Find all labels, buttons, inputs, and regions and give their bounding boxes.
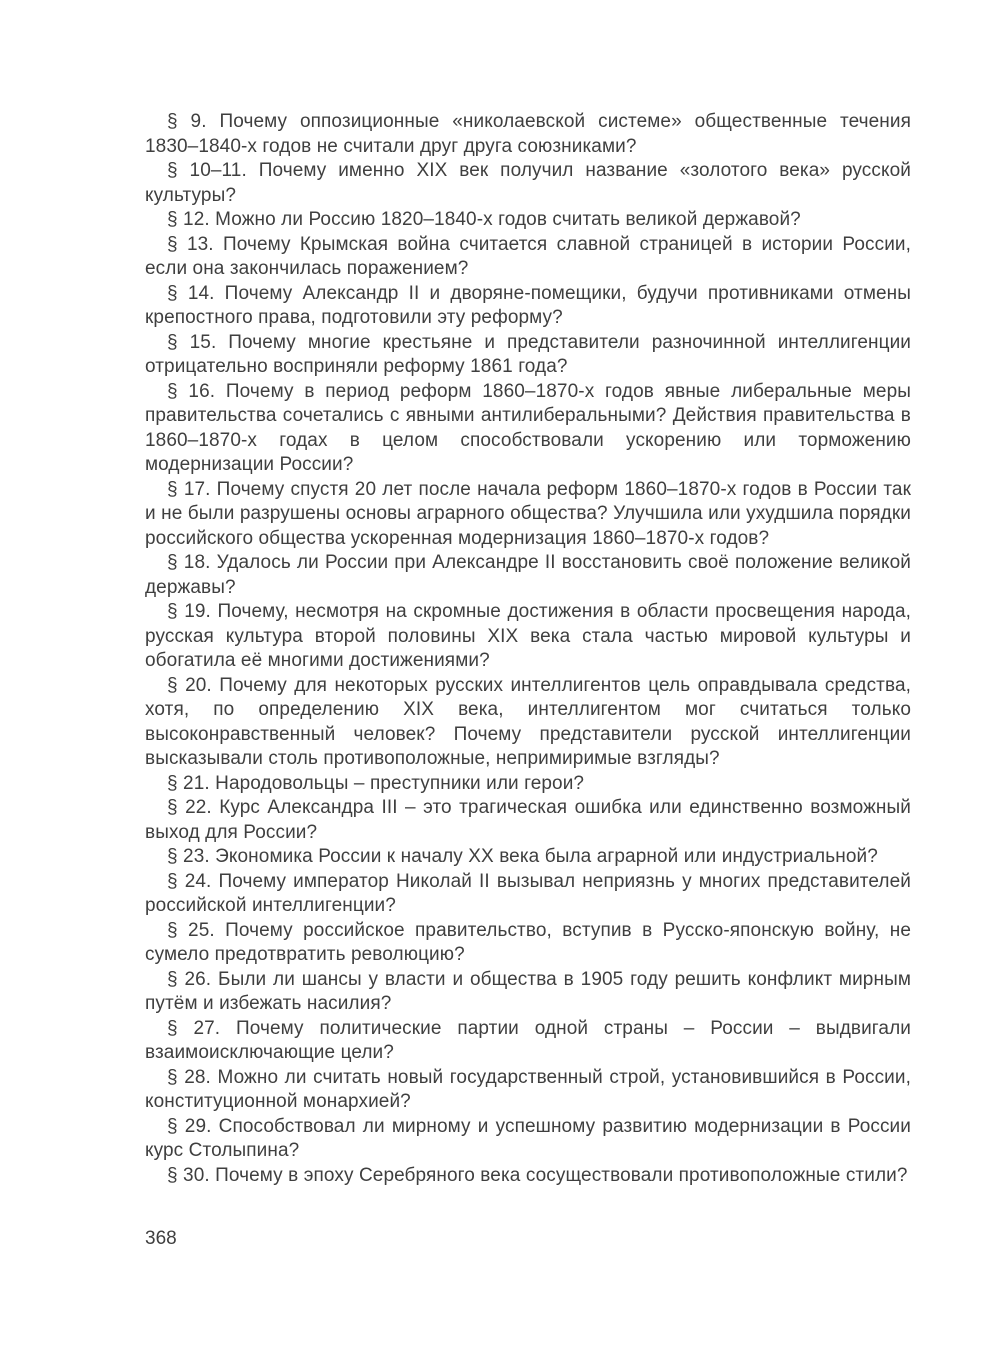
question-paragraph: § 12. Можно ли Россию 1820–1840-х годов считать великой державой? <box>167 209 801 230</box>
question-paragraph: § 15. Почему многие крестьяне и представители разночинной интеллигенции отрицательно восприняли реформу 1861 года? <box>145 331 911 377</box>
question-paragraph: § 28. Можно ли считать новый государственный строй, установившийся в России, конституционной монархией? <box>145 1066 911 1112</box>
question-paragraph: § 18. Удалось ли России при Александре II восстановить своё положение великой державы? <box>145 552 911 598</box>
question-paragraph: § 27. Почему политические партии одной страны – России – выдвигали взаимоисключающие цели? <box>145 1017 911 1063</box>
question-paragraph: § 26. Были ли шансы у власти и общества в 1905 году решить конфликт мирным путём и избежать насилия? <box>145 968 911 1014</box>
question-paragraph: § 16. Почему в период реформ 1860–1870-х годов явные либеральные меры правительства сочетались с явными антилиберальными? Действия правительства в 1860–1870-х годах в целом способствовали ускорению или торможению модернизации России? <box>145 380 911 475</box>
question-paragraph: § 9. Почему оппозиционные «николаевской системе» общественные течения 1830–1840-х годов не считали друг друга союзниками? <box>145 111 911 157</box>
question-paragraph: § 17. Почему спустя 20 лет после начала реформ 1860–1870-х годов в России так и не были разрушены основы аграрного общества? Улучшила или ухудшила порядки российского общества ускоренная модернизация 1860–1870-х годов? <box>145 478 911 549</box>
question-paragraph: § 10–11. Почему именно XIX век получил название «золотого века» русской культуры? <box>145 160 911 206</box>
question-paragraph: § 20. Почему для некоторых русских интеллигентов цель оправдывала средства, хотя, по определению XIX века, интеллигентом мог считаться только высоконравственный человек? Почему представители русской интеллигенции высказывали столь противоположные, непримиримые взгляды? <box>145 674 911 769</box>
question-paragraph: § 13. Почему Крымская война считается славной страницей в истории России, если она закончилась поражением? <box>145 233 911 279</box>
question-paragraph: § 30. Почему в эпоху Серебряного века сосуществовали противоположные стили? <box>167 1164 908 1186</box>
question-paragraph: § 22. Курс Александра III – это трагическая ошибка или единственно возможный выход для России? <box>145 797 911 843</box>
question-paragraph: § 24. Почему император Николай II вызывал неприязнь у многих представителей российской интеллигенции? <box>145 870 911 916</box>
question-paragraph: § 23. Экономика России к началу XX века была аграрной или индустриальной? <box>167 846 878 867</box>
question-paragraph: § 29. Способствовал ли мирному и успешному развитию модернизации в России курс Столыпина? <box>145 1115 911 1161</box>
page-number: 368 <box>145 1228 177 1249</box>
question-paragraph: § 19. Почему, несмотря на скромные достижения в области просвещения народа, русская культура второй половины XIX века стала частью мировой культуры и обогатила её многими достижениями? <box>145 601 911 671</box>
questions-list <box>145 110 911 1188</box>
question-paragraph: § 14. Почему Александр II и дворяне-помещики, будучи противниками отмены крепостного права, подготовили эту реформу? <box>145 282 911 328</box>
question-paragraph: § 25. Почему российское правительство, вступив в Русско-японскую войну, не сумело предотвратить революцию? <box>145 919 911 965</box>
question-paragraph: § 21. Народовольцы – преступники или герои? <box>167 772 585 794</box>
